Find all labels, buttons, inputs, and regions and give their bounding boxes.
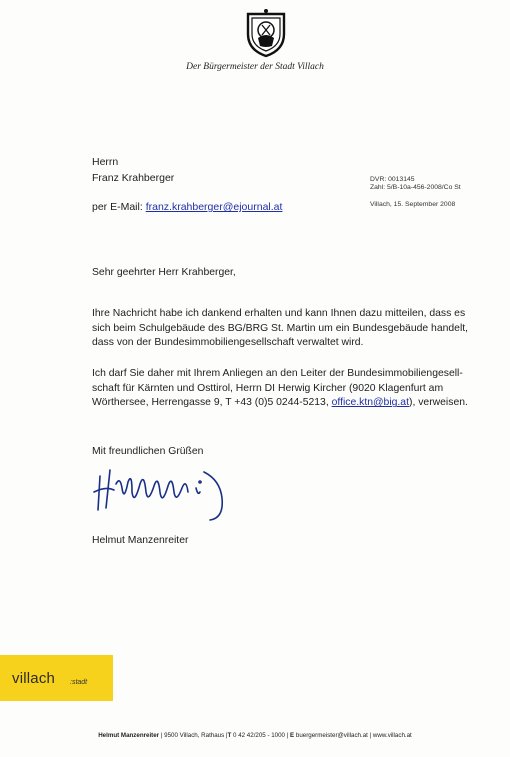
closing: Mit freundlichen Grüßen [92,446,204,457]
paragraph-2-text: Wörthersee, Herrengasse 9, T +43 (0)5 0244-5213, [92,397,332,409]
recipient-email-line [92,201,282,213]
organization-line: Der Bürgermeister der Stadt Villach [186,62,324,72]
footer-address: | 9500 Villach, Rathaus | [159,732,228,739]
footer-phone-label: T [227,732,232,739]
footer-phone: 0 42 42/205 - 1000 | [231,732,289,739]
dvr-number: DVR: 0013145 [370,176,415,183]
footer-web[interactable]: | www.villach.at [367,732,412,739]
recipient-name: Franz Krahberger [92,172,175,184]
reference-number: Zahl: 5/B-10a-456-2008/Co St [370,184,461,191]
paragraph-2-end: ), verweisen. [408,397,468,409]
footer-email[interactable]: buergermeister@villach.at [294,732,368,739]
paragraph-1-line: Ihre Nachricht habe ich dankend erhalten und kann Ihnen dazu mitteilen, dass es [92,308,466,319]
recipient-salutation: Herrn [92,156,119,168]
paragraph-2-line [92,396,502,411]
villach-logo-word: villach [12,670,56,687]
signer-name: Helmut Manzenreiter [92,535,189,546]
footer-email-label: E [288,732,295,739]
paragraph-1-line: dass von der Bundesimmobiliengesellschaft verwaltet wird. [92,337,364,349]
paragraph-1-line: sich beim Schulgebäude des BG/BRG St. Martin um ein Bundesgebäude handelt, [92,322,469,334]
paragraph-2-line: schaft für Kärnten und Osttirol, Herrn DI Herwig Kircher (9020 Klagenfurt am [92,382,444,394]
paragraph-2-line: Ich darf Sie daher mit Ihrem Anliegen an den Leiter der Bundesimmobiliengesell- [92,368,463,379]
villach-logo-suffix: :stadt [70,679,88,686]
city-seal-icon [244,8,288,58]
place-date: Villach, 15. September 2008 [370,201,456,208]
handwritten-signature [92,462,242,524]
paragraph-2 [92,367,502,411]
footer-name: Helmut Manzenreiter [98,732,160,739]
office-email-link[interactable]: office.ktn@big.at [331,397,409,409]
recipient-email-link[interactable]: franz.krahberger@ejournal.at [145,201,283,213]
greeting: Sehr geehrter Herr Krahberger, [92,267,236,278]
footer [0,732,510,739]
paragraph-1 [92,307,502,351]
email-label: per E-Mail: [92,201,143,213]
